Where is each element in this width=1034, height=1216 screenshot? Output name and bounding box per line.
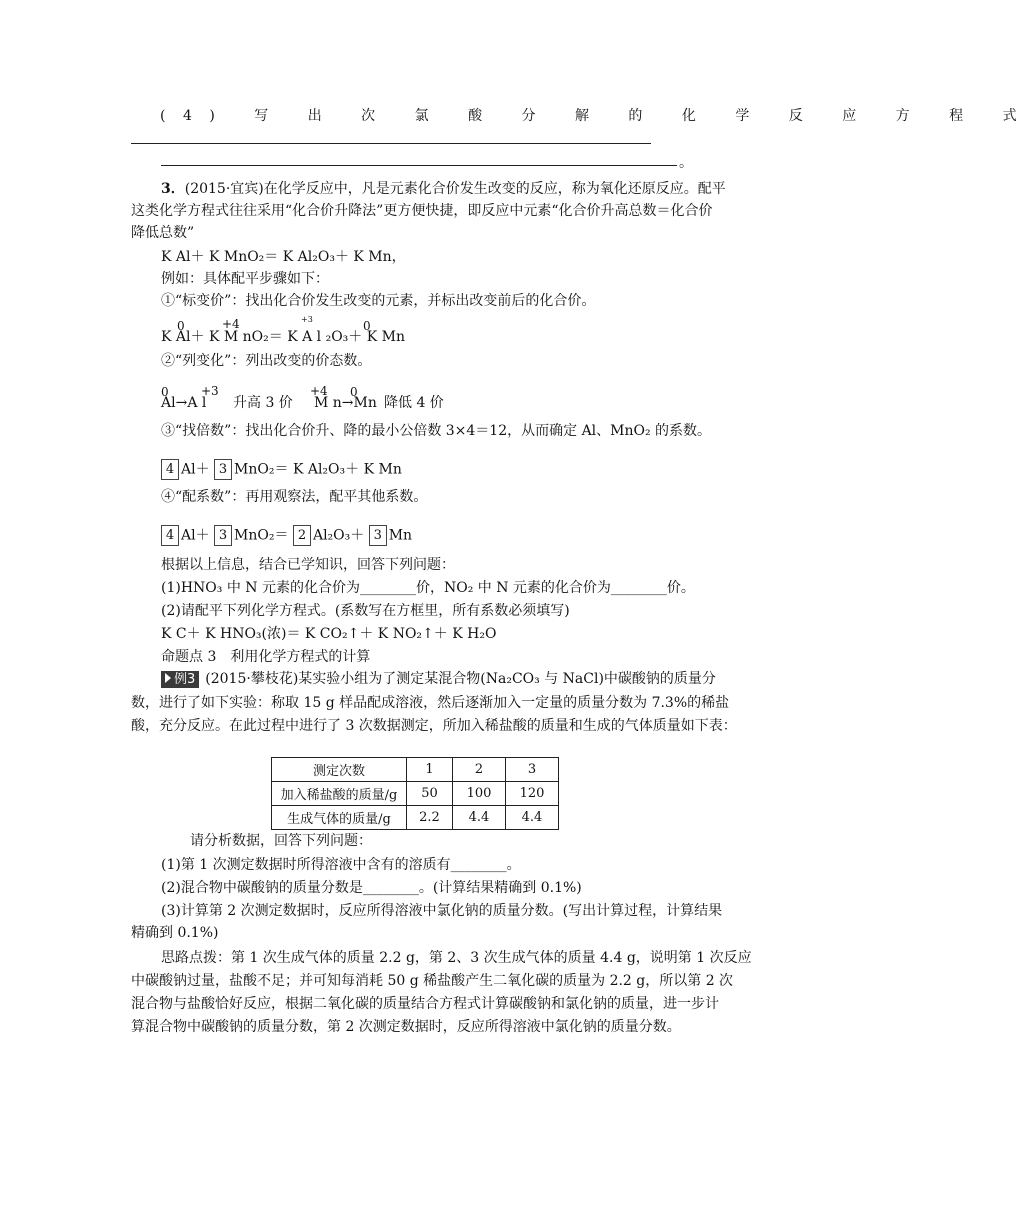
sub-question-3: (3)计算第 2 次测定数据时，反应所得溶液中氯化钠的质量分数。(写出计算过程，计算结果: [161, 903, 723, 919]
example-3-line-2: 数，进行了如下实验：称取 15 g 样品配成溶液，然后逐渐加入一定量的质量分数为 7.3%的稀盐: [131, 695, 730, 711]
table-cell: 3: [506, 758, 559, 782]
hint-line-2: 中碳酸钠过量，盐酸不足；并可知每消耗 50 g 稀盐酸产生二氧化碳的质量为 2.2 g，所以第 2 次: [131, 973, 734, 989]
coefficient-box: 2: [293, 525, 311, 546]
section-heading: 命题点 3 利用化学方程式的计算: [161, 649, 371, 665]
coefficient-box: 3: [214, 459, 232, 480]
table-cell: 4.4: [453, 806, 506, 830]
table-cell: 50: [407, 782, 453, 806]
play-triangle-icon: [165, 673, 171, 683]
q3-text: (2015·宜宾)在化学反应中，凡是元素化合价发生改变的反应，称为氧化还原反应。配平: [184, 181, 726, 197]
coefficient-box: 3: [214, 525, 232, 546]
equation-term: Al＋: [181, 461, 210, 478]
step-3-equation: [161, 459, 402, 480]
step-2-text: ②“列变化”：列出改变的价态数。: [161, 353, 372, 369]
table-cell: 2: [453, 758, 506, 782]
answer-line: [161, 165, 677, 166]
question-2-equation: K C＋ K HNO₃(浓)＝ K CO₂↑＋ K NO₂↑＋ K H₂O: [161, 626, 497, 642]
equation-term: MnO₂＝ K Al₂O₃＋ K Mn: [234, 461, 402, 478]
analysis-prompt: 请分析数据，回答下列问题：: [190, 833, 372, 849]
q4-end: 。: [679, 155, 693, 171]
q3-number: 3．: [161, 181, 185, 197]
hint-line-1: 思路点拨：第 1 次生成气体的质量 2.2 g，第 2、3 次生成气体的质量 4.4 g，说明第 1 次反应: [161, 950, 752, 966]
data-table: [271, 757, 559, 830]
sub-question-2: (2)混合物中碳酸钠的质量分数是________。(计算结果精确到 0.1%): [161, 880, 582, 896]
step-4-text: ④“配系数”：再用观察法，配平其他系数。: [161, 489, 428, 505]
oxidation-state: +4: [222, 317, 240, 331]
answer-line: [131, 143, 651, 144]
table-cell: 生成气体的质量/g: [272, 806, 407, 830]
hint-line-4: 算混合物中碳酸钠的质量分数，第 2 次测定数据时，反应所得溶液中氯化钠的质量分数。: [131, 1019, 681, 1035]
table-cell: 120: [506, 782, 559, 806]
table-cell: 测定次数: [272, 758, 407, 782]
equation-term: Mn: [388, 527, 413, 544]
table-cell: 加入稀盐酸的质量/g: [272, 782, 407, 806]
info-text: 根据以上信息，结合已学知识，回答下列问题：: [161, 557, 455, 573]
question-2: (2)请配平下列化学方程式。(系数写在方框里，所有系数必须填写): [161, 603, 570, 619]
example-tag: [161, 671, 199, 688]
example-tag-label: 例3: [174, 672, 196, 687]
question-1: (1)HNO₃ 中 N 元素的化合价为________价，NO₂ 中 N 元素的化合价为________价。: [161, 580, 695, 596]
coefficient-box: 4: [161, 525, 179, 546]
q3-equation: K Al＋ K MnO₂＝ K Al₂O₃＋ K Mn，: [161, 249, 406, 265]
example-3-line-3: 酸，充分反应。在此过程中进行了 3 次数据测定，所加入稀盐酸的质量和生成的气体质量如下表：: [131, 718, 737, 734]
table-row: [272, 782, 559, 806]
table-row: [272, 806, 559, 830]
step-3-text: ③“找倍数”：找出化合价升、降的最小公倍数 3×4＝12，从而确定 Al、MnO₂ 的系数。: [161, 423, 712, 439]
oxidation-state: 0: [363, 319, 371, 333]
oxidation-state: 0: [350, 385, 358, 399]
oxidation-state: +3: [201, 384, 219, 398]
oxidation-state: +3: [301, 315, 313, 324]
sub-question-1: (1)第 1 次测定数据时所得溶液中含有的溶质有________。: [161, 857, 521, 873]
sub-question-3-cont: 精确到 0.1%): [131, 925, 219, 941]
equation-term: MnO₂＝: [234, 527, 289, 544]
equation-term: Al＋: [181, 527, 210, 544]
coefficient-box: 4: [161, 459, 179, 480]
step-1-text: ①“标变价”：找出化合价发生改变的元素，并标出改变前后的化合价。: [161, 293, 596, 309]
oxidation-state: 0: [177, 319, 185, 333]
coefficient-box: 3: [369, 525, 387, 546]
oxidation-state: 0: [161, 385, 169, 399]
example-3-line-1: [161, 669, 716, 689]
q4-text: (4) 写 出 次 氯 酸 分 解 的 化 学 反 应 方 程 式: [160, 108, 1034, 124]
table-cell: 4.4: [506, 806, 559, 830]
oxidation-state: +4: [310, 384, 328, 398]
table-cell: 100: [453, 782, 506, 806]
step-4-equation: [161, 525, 412, 546]
table-row: [272, 758, 559, 782]
step-2-change-mn-text: 降低 4 价: [384, 395, 444, 411]
q3-line-2: 这类化学方程式往往采用“化合价升降法”更方便快捷，即反应中元素“化合价升高总数＝化合价: [131, 203, 713, 219]
step-1-equation: K Al＋ K M nO₂＝ K A l ₂O₃＋ K Mn: [161, 329, 406, 345]
q3-line-1: [161, 179, 726, 199]
step-2-change-mn: M n→Mn: [314, 395, 377, 411]
step-2-change-al: Al→A l: [161, 395, 207, 411]
example-3-text: (2015·攀枝花)某实验小组为了测定某混合物(Na₂CO₃ 与 NaCl)中碳酸钠的质量分: [205, 671, 716, 687]
example-intro: 例如：具体配平步骤如下：: [161, 271, 329, 287]
table-cell: 2.2: [407, 806, 453, 830]
hint-line-3: 混合物与盐酸恰好反应，根据二氧化碳的质量结合方程式计算碳酸钠和氯化钠的质量，进一步计: [131, 996, 719, 1012]
step-2-change-al-text: 升高 3 价: [233, 395, 293, 411]
equation-term: Al₂O₃＋: [312, 527, 365, 544]
table-cell: 1: [407, 758, 453, 782]
q3-line-3: 降低总数”: [131, 225, 195, 241]
